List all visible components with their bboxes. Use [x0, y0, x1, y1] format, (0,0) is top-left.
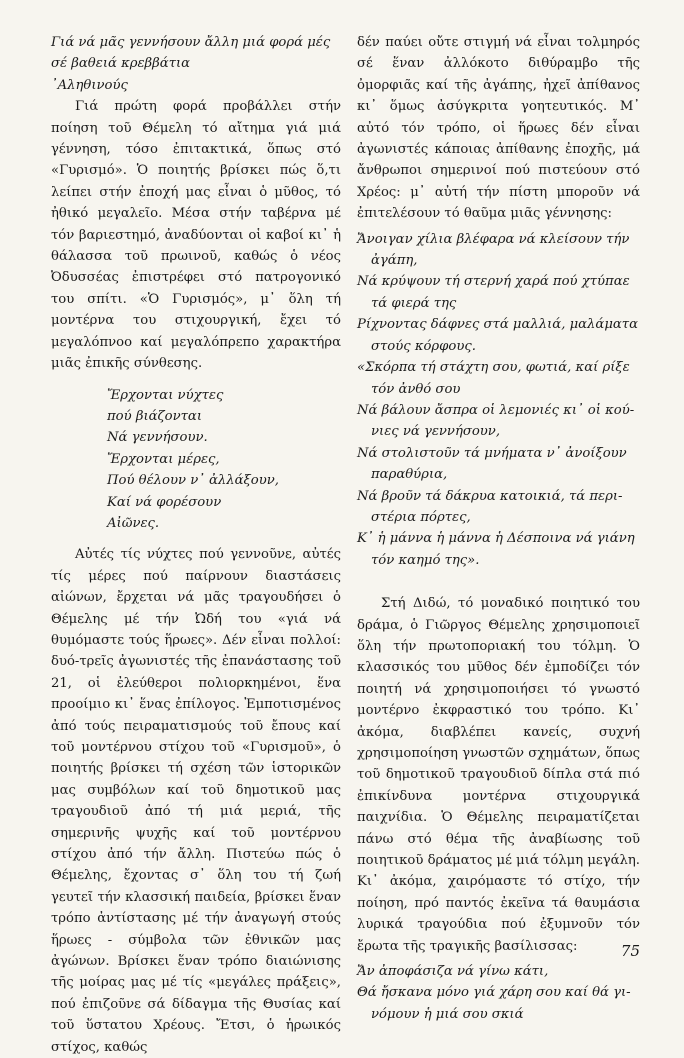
poem-line: Νά κρύψουν τή στερνή χαρά πού χτύπαε: [357, 274, 630, 290]
poem-line: τόν ἀνθό σου: [371, 381, 461, 397]
poem-line: Νά στολιστοῦν τά μνήματα ν᾿ ἀνοίξουν: [357, 445, 627, 461]
poem-line: στέρια πόρτες,: [371, 509, 471, 525]
poem-line: πού βιάζονται: [107, 408, 202, 424]
poem-line: Πού θέλουν ν᾿ ἀλλάξουν,: [107, 473, 279, 489]
poem-line: Νά γεννήσουν.: [107, 430, 208, 446]
paragraph: Στή Διδώ, τό μοναδικό ποιητικό του δράμα, ὁ Γιῶργος Θέμελης χρησιμοποιεῖ ὅλη τήν πρωτοποριακή του τόλμη. Ὁ κλασσικός του μῦθος δέν ἐμποδίζει τόν ποιητή νά χρησιμοποιήσει τό γνωστό μοντέρνο ἐκφραστικό του τρόπο. Κι᾿ ἀκόμα, διαβλέπει κανείς, συχνή χρησιμοποίηση γνωστῶν σχημάτων, ὅπως τοῦ δημοτικοῦ τραγουδιοῦ δίπλα στά πιό ἐπικίνδυνα μοντέρνα στιχουργικά παιχνίδια. Ὁ Θέμελης πειραματίζεται πάνω στό θέμα τῆς ἀναβίωσης τοῦ ποιητικοῦ δράματος μέ μιά τόλμη μεγάλη. Κι᾿ ἀκόμα, χαιρόμαστε τό στίχο, τήν ποίηση, πρό παντός ἐκεῖνα τά θαυμάσια λυρικά τραγούδια πού ἐξυμνοῦν τόν ἔρωτα τῆς τραγικῆς βασίλισσας:: [357, 596, 640, 954]
poem-line: Θά ἤσκανα μόνο γιά χάρη σου καί θά γι-: [357, 985, 631, 1001]
poem-line: τά φιερά της: [371, 295, 457, 311]
poem-line: Αἰῶνες.: [107, 515, 160, 531]
poem-line: παραθύρια,: [371, 467, 448, 483]
poem-line: στούς κόρφους.: [371, 338, 476, 354]
poem-line: Ἄνοιγαν χίλια βλέφαρα νά κλείσουν τήν: [357, 231, 630, 247]
poem-line: Ἄν ἀποφάσιζα νά γίνω κάτι,: [357, 964, 549, 980]
left-column: [51, 32, 341, 1058]
paragraph: Αὐτές τίς νύχτες πού γεννοῦνε, αὐτές τίς μέρες πού παίρνουν διαστάσεις αἰώνων, ἔρχεται νά μᾶς τραγουδήσει ὁ Θέμελης μέ τήν Ὠδή του «γιά νά θυμόμαστε τούς ἥρωες». Δέν εἶναι πολλοί: δυό-τρεῖς ἀγωνιστές τῆς ἐπανάστασης τοῦ 21, οἱ ἐλεύθεροι πολιορκημένοι, ἕνα προοίμιο κι᾿ ἕνας ἐπίλογος. Ἐμποτισμένος ἀπό τούς πειραματισμούς τοῦ ἔπους καί τοῦ μοντέρνου στίχου τοῦ «Γυρισμοῦ», ὁ ποιητής βρίσκει τή σχέση τῶν ἱστορικῶν μας συμβόλων καί τοῦ δημοτικοῦ μας τραγουδιοῦ ἀπό τή μιά μεριά, τῆς σημερινῆς ψυχῆς καί τοῦ μοντέρνου στίχου ἀπό τήν ἄλλη. Πιστεύω πώς ὁ Θέμελης, ἔχοντας σ᾿ ὅλη του τή ζωή γευτεῖ τήν κλασσική παιδεία, βρίσκει ἕναν τρόπο ἀντίστασης μέ τήν ἀναγωγή στούς ἥρωες - σύμβολα τῶν ἐθνικῶν μας ἀγώνων. Βρίσκει ἕναν τρόπο διαιώνισης τῆς μοίρας μας μέ τίς «μεγάλες πράξεις», πού ἐπιζοῦνε σά δίδαγμα τῆς Θυσίας καί τοῦ ὕστατου Χρέους. Ἔτσι, ὁ ἡρωικός στίχος, καθώς: [51, 547, 341, 1055]
poem-line: ἀγάπη,: [371, 253, 418, 269]
poem-line: Κ᾿ ἡ μάννα ἡ μάννα ἡ Δέσποινα νά γιάνη: [357, 531, 635, 547]
poem-excerpt: [107, 385, 341, 535]
poem-line: Νά βάλουν ἄσπρα οἱ λεμονιές κι᾿ οἱ κού-: [357, 402, 635, 418]
poem-line: Νά βροῦν τά δάκρυα κατοικιά, τά περι-: [357, 488, 623, 504]
paragraph: Γιά πρώτη φορά προβάλλει στήν ποίηση τοῦ Θέμελη τό αἴτημα γιά μιά γέννηση, τόσο ἐπιτακτικά, ὅπως στό «Γυρισμό». Ὁ ποιητής βρίσκει πώς ὅ,τι λείπει στήν ἐποχή μας εἶναι ὁ μῦθος, τό ἠθικό μεγαλεῖο. Μέσα στήν ταβέρνα μέ τόν βαριεστημό, ἀναδύονται οἱ καβοί κι᾿ ἡ θάλασσα τοῦ πρωινοῦ, καθώς ὁ νέος Ὀδυσσέας ἐπιστρέφει στό πατρογονικό του σπίτι. «Ὁ Γυρισμός», μ᾿ ὅλη τή μοντέρνα του στιχουργική, ἔχει τό μεγαλόπνοο καί μεγαλόπρεπο χαρακτήρα μιᾶς ἐπικῆς σύνθεσης.: [51, 99, 341, 372]
quote-heading: Γιά νά μᾶς γεννήσουν ἄλλη μιά φορά μές σέ βαθειά κρεββάτια: [51, 35, 331, 72]
poem-line: «Σκόρπα τή στάχτη σου, φωτιά, καί ρίξε: [357, 360, 630, 376]
poem-line: νιες νά γεννήσουν,: [371, 424, 501, 440]
right-column: [357, 32, 640, 1025]
poem-excerpt: [357, 961, 640, 1025]
paragraph: δέν παύει οὔτε στιγμή νά εἶναι τολμηρός σέ ἕναν ἀλλόκοτο διθύραμβο τῆς ὀμορφιᾶς καί τῆς ἀγάπης, ἠχεῖ ἀπίθανος κι᾿ ὅμως ἀσύγκριτα γοητευτικός. Μ᾿ αὐτό τόν τρόπο, οἱ ἥρωες δέν εἶναι ἀγωνιστές κάποιας ἀπίθανης ἐποχῆς, μά ἄνθρωποι σημερινοί πού πιστεύουν στό Χρέος: μ᾿ αὐτή τήν πίστη μποροῦν νά ἐπιτελέσουν τό θαῦμα μιᾶς γέννησης:: [357, 35, 640, 222]
poem-line: Ἔρχονται νύχτες: [107, 387, 224, 403]
poem-line: νόμουν ἡ μιά σου σκιά: [371, 1006, 524, 1022]
page-number: 75: [620, 942, 640, 960]
poem-line: τόν καημό της».: [371, 552, 480, 568]
quote-subhead: ᾿Αληθινούς: [51, 77, 128, 93]
poem-line: Καί νά φορέσουν: [107, 494, 222, 510]
poem-line: Ρίχνοντας δάφνες στά μαλλιά, μαλάματα: [357, 317, 639, 333]
poem-excerpt: [357, 229, 640, 572]
poem-line: Ἔρχονται μέρες,: [107, 451, 220, 467]
